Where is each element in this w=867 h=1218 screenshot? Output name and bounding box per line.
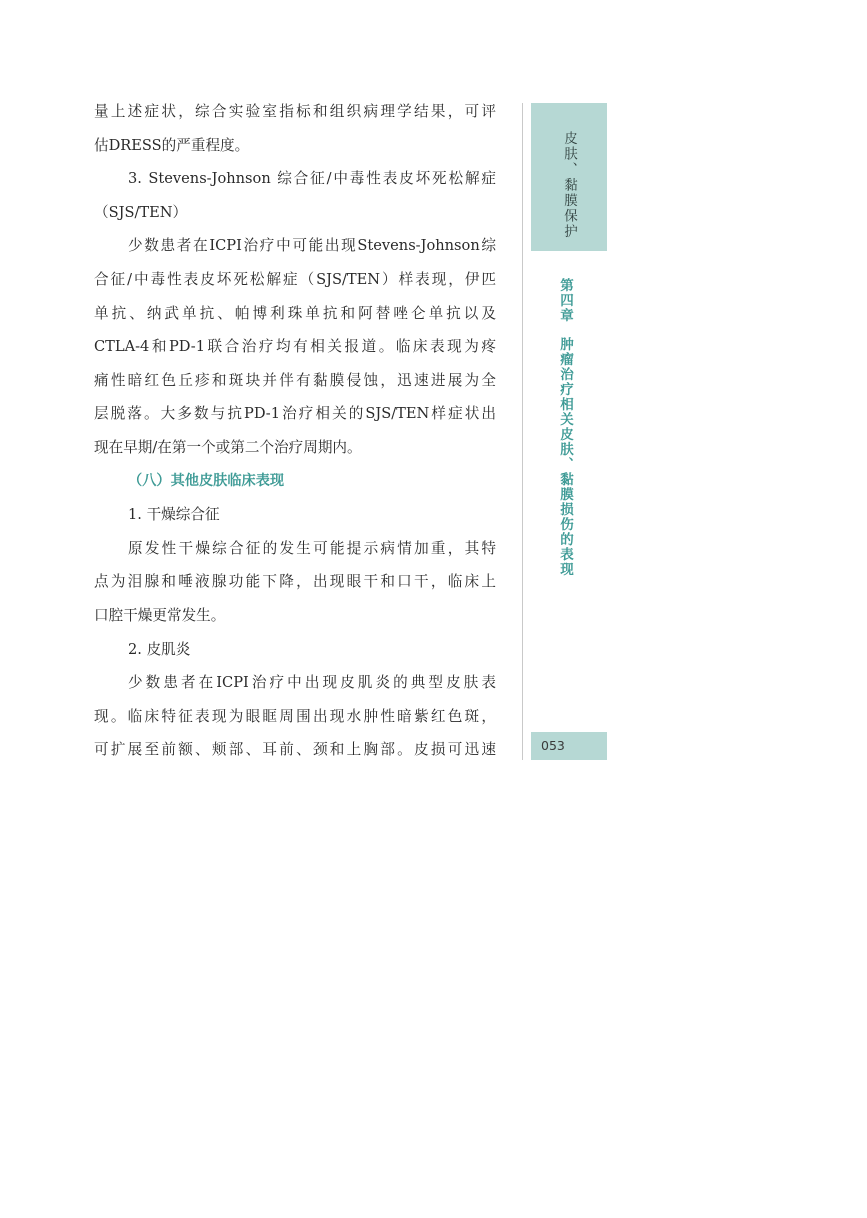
body-line: 原发性干燥综合征的发生可能提示病情加重，其特 (128, 539, 496, 557)
section-heading: （八）其他皮肤临床表现 (128, 472, 285, 489)
body-line: 少数患者在ICPI治疗中出现皮肌炎的典型皮肤表 (128, 674, 496, 692)
page-number: 053 (531, 732, 607, 760)
body-line: 估DRESS的严重程度。 (94, 136, 250, 154)
body-line: 现。临床特征表现为眼眶周围出现水肿性暗紫红色斑， (94, 707, 496, 725)
chapter-label: 第四章 (557, 278, 573, 323)
body-line: 痛性暗红色丘疹和斑块并伴有黏膜侵蚀，迅速进展为全 (94, 371, 496, 389)
subsection-title: 1. 干燥综合征 (128, 506, 220, 524)
body-line: 层脱落。大多数与抗PD-1治疗相关的SJS/TEN样症状出 (94, 405, 496, 423)
body-line: CTLA-4和PD-1联合治疗均有相关报道。临床表现为疼 (94, 338, 496, 356)
subsection-title: 3. Stevens-Johnson 综合征/中毒性表皮坏死松解症 (128, 170, 496, 188)
body-line: 口腔干燥更常发生。 (94, 606, 226, 624)
body-line: 单抗、纳武单抗、帕博利珠单抗和阿替唑仑单抗以及 (94, 304, 496, 322)
body-line: 点为泪腺和唾液腺功能下降，出现眼干和口干，临床上 (94, 573, 496, 591)
subsection-title: 2. 皮肌炎 (128, 640, 191, 658)
main-text (94, 95, 496, 767)
section-tab-label: 皮肤、黏膜保护 (561, 131, 577, 240)
chapter-title (555, 278, 575, 577)
section-tab (531, 103, 607, 251)
body-line: 少数患者在ICPI治疗中可能出现Stevens-Johnson综 (128, 237, 496, 255)
body-line: （SJS/TEN） (94, 203, 188, 221)
body-line: 量上述症状，综合实验室指标和组织病理学结果，可评 (94, 103, 496, 120)
body-line: 可扩展至前额、颊部、耳前、颈和上胸部。皮损可迅速 (94, 741, 496, 759)
body-line: 合征/中毒性表皮坏死松解症（SJS/TEN）样表现，伊匹 (94, 270, 496, 288)
body-line: 现在早期/在第一个或第二个治疗周期内。 (94, 438, 362, 456)
chapter-name: 肿瘤治疗相关皮肤、黏膜损伤的表现 (557, 337, 573, 577)
column-divider (522, 103, 523, 760)
